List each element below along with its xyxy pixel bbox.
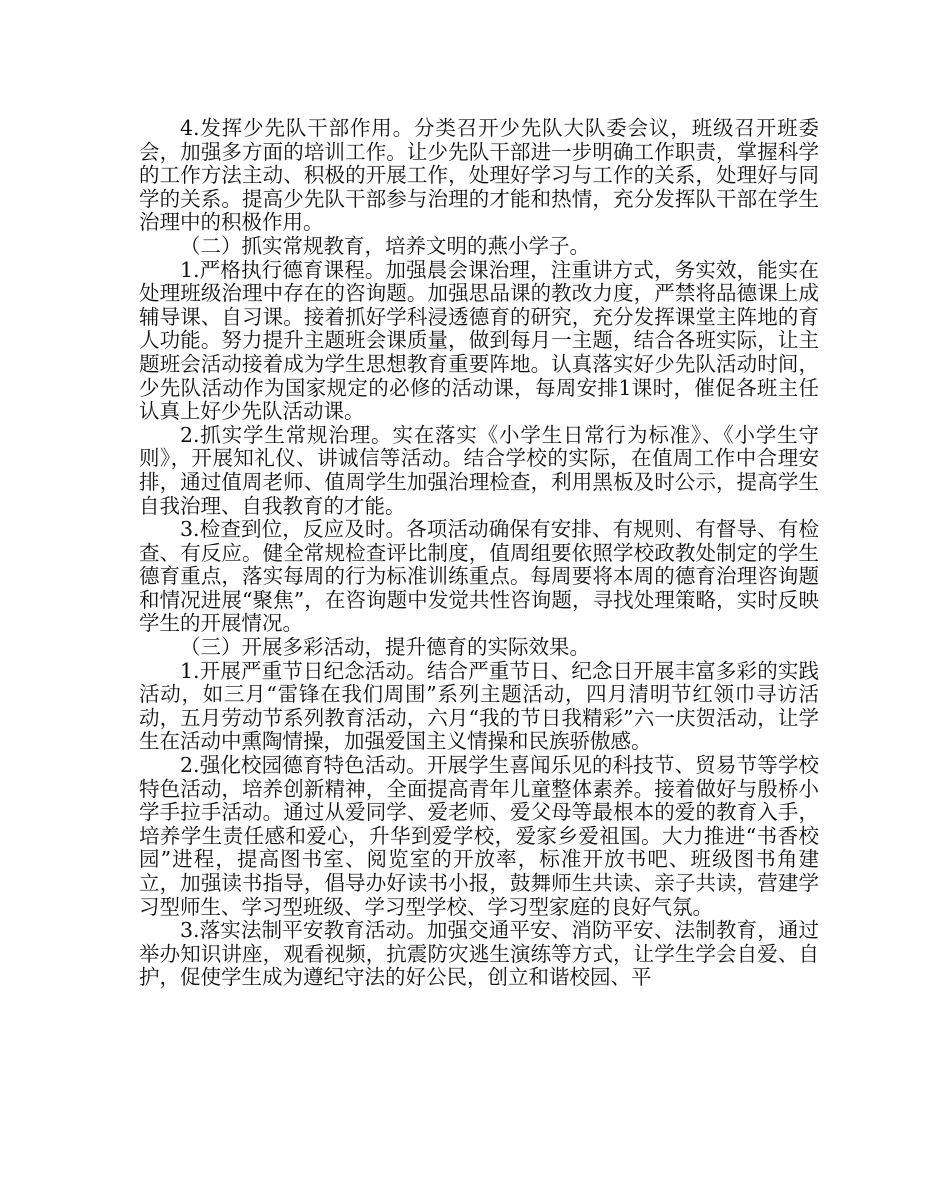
paragraph-safety-education: 3.落实法制平安教育活动。加强交通平安、消防平安、法制教育，通过举办知识讲座，观看视频，抗震防灾逃生演练等方式，让学生学会自爱、自护，促使学生成为遵纪守法的好公民，创立和谐校园、平 xyxy=(139,918,819,990)
paragraph-inspection-feedback: 3.检查到位，反应及时。各项活动确保有安排、有规则、有督导、有检查、有反应。健全常规检查评比制度，值周组要依照学校政教处制定的学生德育重点，落实每周的行为标准训练重点。每周要将本周的德育治理咨询题和情况进展“聚焦”，在咨询题中发觉共性咨询题，寻找处理策略，实时反映学生的开展情况。 xyxy=(139,517,819,636)
section-heading-activities: （三）开展多彩活动，提升德育的实际效果。 xyxy=(180,635,590,660)
paragraph-moral-curriculum: 1.严格执行德育课程。加强晨会课治理，注重讲方式，务实效，能实在处理班级治理中存在的咨询题。加强思品课的教改力度，严禁将品德课上成辅导课、自习课。接着抓好学科浸透德育的研究，充分发挥课堂主阵地的育人功能。努力提升主题班会课质量，做到每月一主题，结合各班实际，让主题班会活动接着成为学生思想教育重要阵地。认真落实好少先队活动时间，少先队活动作为国家规定的必修的活动课，每周安排1课时，催促各班主任认真上好少先队活动课。 xyxy=(139,257,819,424)
document-body xyxy=(139,117,819,990)
paragraph-campus-activities: 2.强化校园德育特色活动。开展学生喜闻乐见的科技节、贸易节等学校特色活动，培养创新精神，全面提高青年儿童整体素养。接着做好与殷桥小学手拉手活动。通过从爱同学、爱老师、爱父母等最根本的爱的教育入手，培养学生责任感和爱心，升华到爱学校，爱家乡爱祖国。大力推进“书香校园”进程，提高图书室、阅览室的开放率，标准开放书吧、班级图书角建立，加强读书指导，倡导办好读书小报，鼓舞师生共读、亲子共读，营建学习型师生、学习型班级、学习型学校、学习型家庭的良好气氛。 xyxy=(139,753,819,919)
section-heading-routine-education: （二）抓实常规教育，培养文明的燕小学子。 xyxy=(180,233,590,258)
paragraph-festival-activities: 1.开展严重节日纪念活动。结合严重节日、纪念日开展丰富多彩的实践活动，如三月“雷锋在我们周围”系列主题活动，四月清明节红领巾寻访活动，五月劳动节系列教育活动，六月“我的节日我精彩”六一庆贺活动，让学生在活动中熏陶情操，加强爱国主义情操和民族骄傲感。 xyxy=(139,658,819,754)
paragraph-cadre-role: 4.发挥少先队干部作用。分类召开少先队大队委会议，班级召开班委会，加强多方面的培训工作。让少先队干部进一步明确工作职责，掌握科学的工作方法主动、积极的开展工作，处理好学习与工作的关系，处理好与同学的关系。提高少先队干部参与治理的才能和热情，充分发挥队干部在学生治理中的积极作用。 xyxy=(139,116,819,235)
paragraph-student-management: 2.抓实学生常规治理。实在落实《小学生日常行为标准》、《小学生守则》，开展知礼仪、讲诚信等活动。结合学校的实际，在值周工作中合理安排，通过值周老师、值周学生加强治理检查，利用黑板及时公示，提高学生自我治理、自我教育的才能。 xyxy=(139,422,819,518)
